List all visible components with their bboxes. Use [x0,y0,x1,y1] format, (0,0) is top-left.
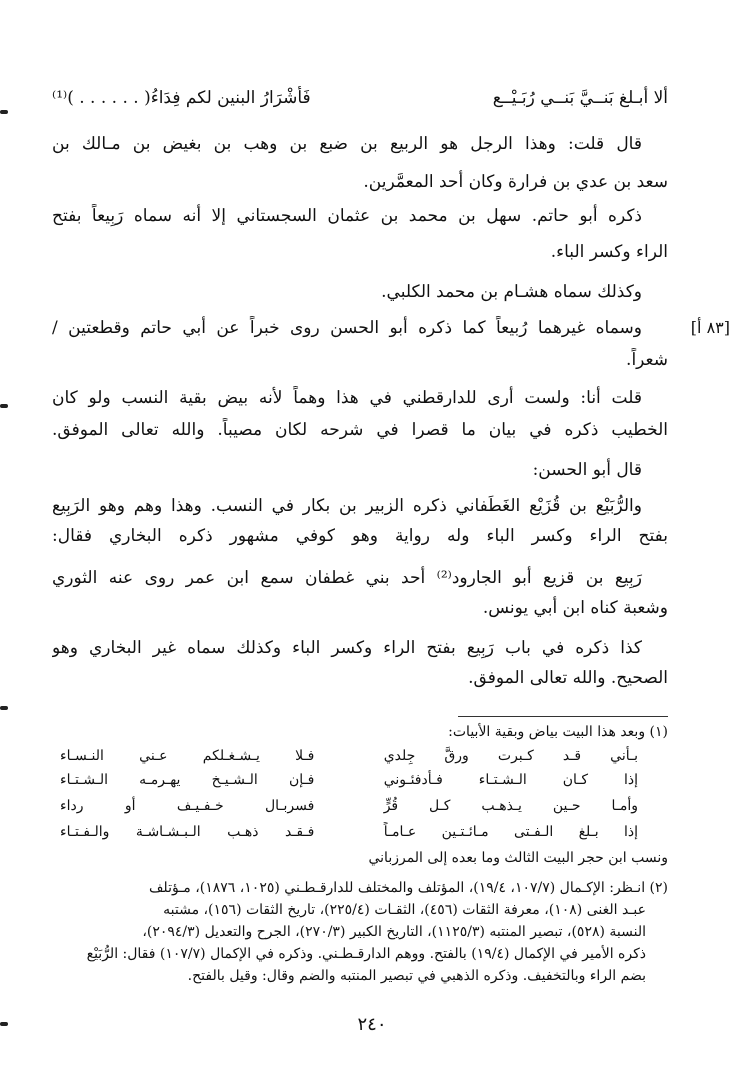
footnote-2-line: (٢) انـظر: الإكـمال (١٠٧/٧، ١٩/٤)، المؤتلف والمختلف للدارقـطـني (١٠٢٥، ١٨٧٦)، مـؤتلف [148,880,668,896]
body-line: رَبِيع بن قزيع أبو الجارود⁽²⁾ أحد بني غطفان سمع ابن عمر روى عنه الثوري [52,568,642,588]
body-line: سعد بن عدي بن فرارة وكان أحد المعمَّرين. [363,172,668,192]
body-line: ذكره أبو حاتم. سهل بن محمد بن عثمان السجستاني إلا أنه سماه رَبِيعاً بفتح [52,206,642,226]
verse-hemistich-right: ألا أبـلغ بَنــيَّ بَنــي رُبَـيْــع [492,88,668,108]
body-line: قلت أنا: ولست أرى للدارقطني في هذا وهماً لأنه بيض بقية النسب ولو كان [52,388,642,408]
footnote-verse-left: فـقـد ذهـب الـبـشـاشـة والـفـتـاء [60,824,315,840]
body-line: كذا ذكره في باب رَبِيع بفتح الراء وكسر الباء وكذلك سماه غير البخاري وهو [52,638,642,658]
body-line: والرُّبَيْع بن قُزَيْع الغَطَفاني ذكره الزبير بن بكار في النسب. وهذا وهم وهو الرَبِيع [52,496,642,516]
body-line: قال قلت: وهذا الرجل هو الربيع بن ضبع بن وهب بن بغيض بن مـالك بن [52,134,642,154]
footnote-1-verse [60,796,668,816]
footnote-separator [458,716,668,717]
body-line: الصحيح. والله تعالى الموفق. [468,668,668,688]
footnote-2-line: عبـد الغنى (١٠٨)، معرفة الثقات (٤٥٦)، الثقـات (٢٢٥/٤)، تاريخ الثقات (١٥٦)، مشتبه [163,902,646,918]
body-line: شعراً. [626,350,668,370]
body-line: وكذلك سماه هشـام بن محمد الكلبي. [381,282,642,302]
body-line: وشعبة كناه ابن أبي يونس. [482,598,668,618]
footnote-1-closing: ونسب ابن حجر البيت الثالث وما بعده إلى المرزباني [368,850,668,866]
scan-mark [0,706,8,710]
footnote-verse-right: إذا بـلغ الـفـتى مـائـتـين عـامـاً [383,824,638,840]
footnote-1-verse [60,822,668,842]
body-line: قال أبو الحسن: [532,460,642,480]
footnote-verse-left: فـلا يـشـغـلكم عـني النـسـاء [60,748,315,764]
body-line: بفتح الراء وكسر الباء وله رواية وهو كوفي مشهور ذكره البخاري فقال: [52,526,668,546]
page-number: ٢٤٠ [357,1014,387,1035]
footnote-2-line: النسبة (٥٢٨)، تبصير المنتبه (١١٢٥/٣)، التاريخ الكبير (٢٧٠/٣)، الجرح والتعديل (٢٠٩٤/٣)، [142,924,646,940]
footnote-2-line: ذكره الأمير في الإكمال (١٩/٤) بالفتح. ووهم الدارقـطـني. وذكره في الإكمال (١٠٧/٧) فقال: الرُّبَيْع [86,946,646,962]
scan-mark [0,404,8,408]
footnote-verse-right: بـأني قـد كـبرت ورقَّ جِلدي [383,748,638,764]
footnote-1-intro: (١) وبعد هذا البيت بياض وبقية الأبيات: [448,724,668,740]
footnote-2-line: بضم الراء وبالتخفيف. وذكره الذهبي في تبصير المنتبه والضم وقال: وقيل بالفتح. [187,968,646,984]
verse-line [52,86,668,110]
footnote-verse-right: إذا كـان الـشـتـاء فـأدفئـوني [383,772,638,788]
footnote-1-verse [60,770,668,790]
body-line: الراء وكسر الباء. [550,242,668,262]
footnote-verse-left: فـإن الـشـيـخ يهـرمـه الـشـتـاء [60,772,315,788]
scan-mark [0,110,8,114]
footnote-1-verse [60,746,668,766]
body-line: وسماه غيرهما رُبيعاً كما ذكره أبو الحسن روى خبراً عن أبي حاتم وقطعتين / [52,318,642,338]
verse-hemistich-left: فَأَشْرَارُ البنين لكم فِدَاءُ( . . . . . . )⁽¹⁾ [52,88,311,108]
footnote-verse-left: فسربـال خـفـيـف أو رداء [60,798,315,814]
footnote-verse-right: وأمـا حـين يـذهـب كـل قُرٍّ [383,798,638,814]
body-line: الخطيب ذكره في بيان ما قصرا في شرحه لكان مصيباً. والله تعالى الموفق. [52,420,668,440]
folio-marker: [٨٣ أ] [690,318,730,337]
